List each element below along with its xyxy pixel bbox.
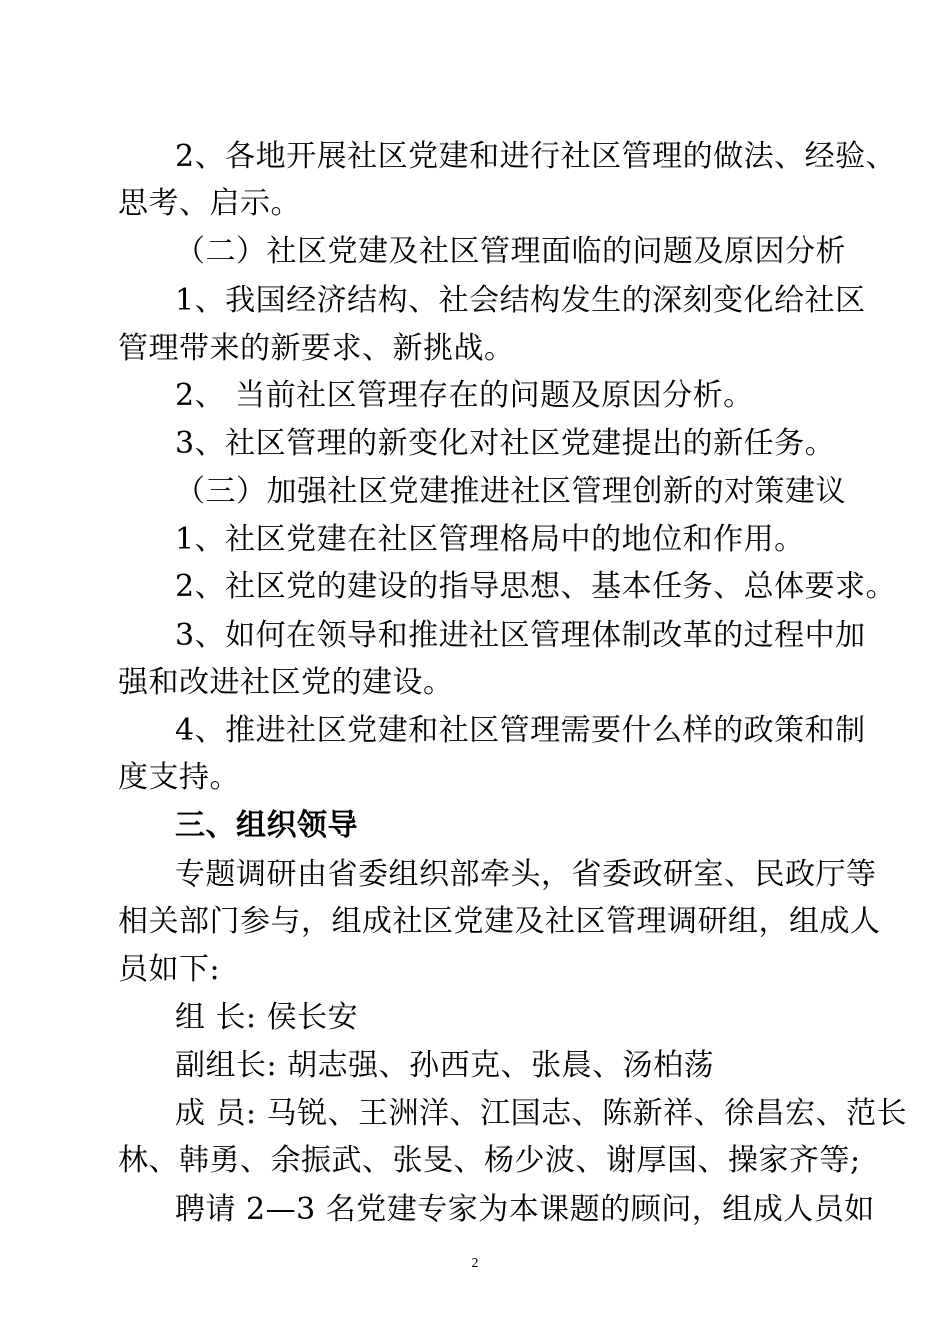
paragraph-line: 2、各地开展社区党建和进行社区管理的做法、经验、 <box>175 139 897 174</box>
paragraph-line: 专题调研由省委组织部牵头，省委政研室、民政厅等 <box>175 857 877 892</box>
deputy-leader-line: 副组长: 胡志强、孙西克、张晨、汤柏荡 <box>175 1048 715 1083</box>
section-subheading: （二）社区党建及社区管理面临的问题及原因分析 <box>175 234 846 269</box>
section-subheading: （三）加强社区党建推进社区管理创新的对策建议 <box>175 474 846 509</box>
paragraph-line: 3、社区管理的新变化对社区党建提出的新任务。 <box>175 426 836 461</box>
members-line: 成 员: 马锐、王洲洋、江国志、陈新祥、徐昌宏、范长 <box>175 1096 908 1131</box>
paragraph-line: 聘请 2—3 名党建专家为本课题的顾问，组成人员如 <box>175 1192 875 1227</box>
paragraph-line: 2、 当前社区管理存在的问题及原因分析。 <box>175 378 754 413</box>
paragraph-line: 相关部门参与，组成社区党建及社区管理调研组，组成人 <box>118 904 881 939</box>
paragraph-line: 4、推进社区党建和社区管理需要什么样的政策和制 <box>175 713 866 748</box>
group-leader-line: 组 长: 侯长安 <box>175 1000 359 1035</box>
paragraph-line: 员如下: <box>118 952 221 987</box>
members-line: 林、韩勇、余振武、张旻、杨少波、谢厚国、操家齐等; <box>118 1143 861 1178</box>
paragraph-line: 1、社区党建在社区管理格局中的地位和作用。 <box>175 522 805 557</box>
paragraph-line: 度支持。 <box>118 760 240 795</box>
paragraph-line: 思考、启示。 <box>118 186 301 221</box>
page-number: 2 <box>471 1256 479 1271</box>
paragraph-line: 强和改进社区党的建设。 <box>118 665 454 700</box>
paragraph-line: 2、社区党的建设的指导思想、基本任务、总体要求。 <box>175 569 897 604</box>
paragraph-line: 管理带来的新要求、新挑战。 <box>118 331 515 366</box>
paragraph-line: 1、我国经济结构、社会结构发生的深刻变化给社区 <box>175 283 866 318</box>
section-heading: 三、组织领导 <box>175 808 358 843</box>
paragraph-line: 3、如何在领导和推进社区管理体制改革的过程中加 <box>175 618 866 653</box>
